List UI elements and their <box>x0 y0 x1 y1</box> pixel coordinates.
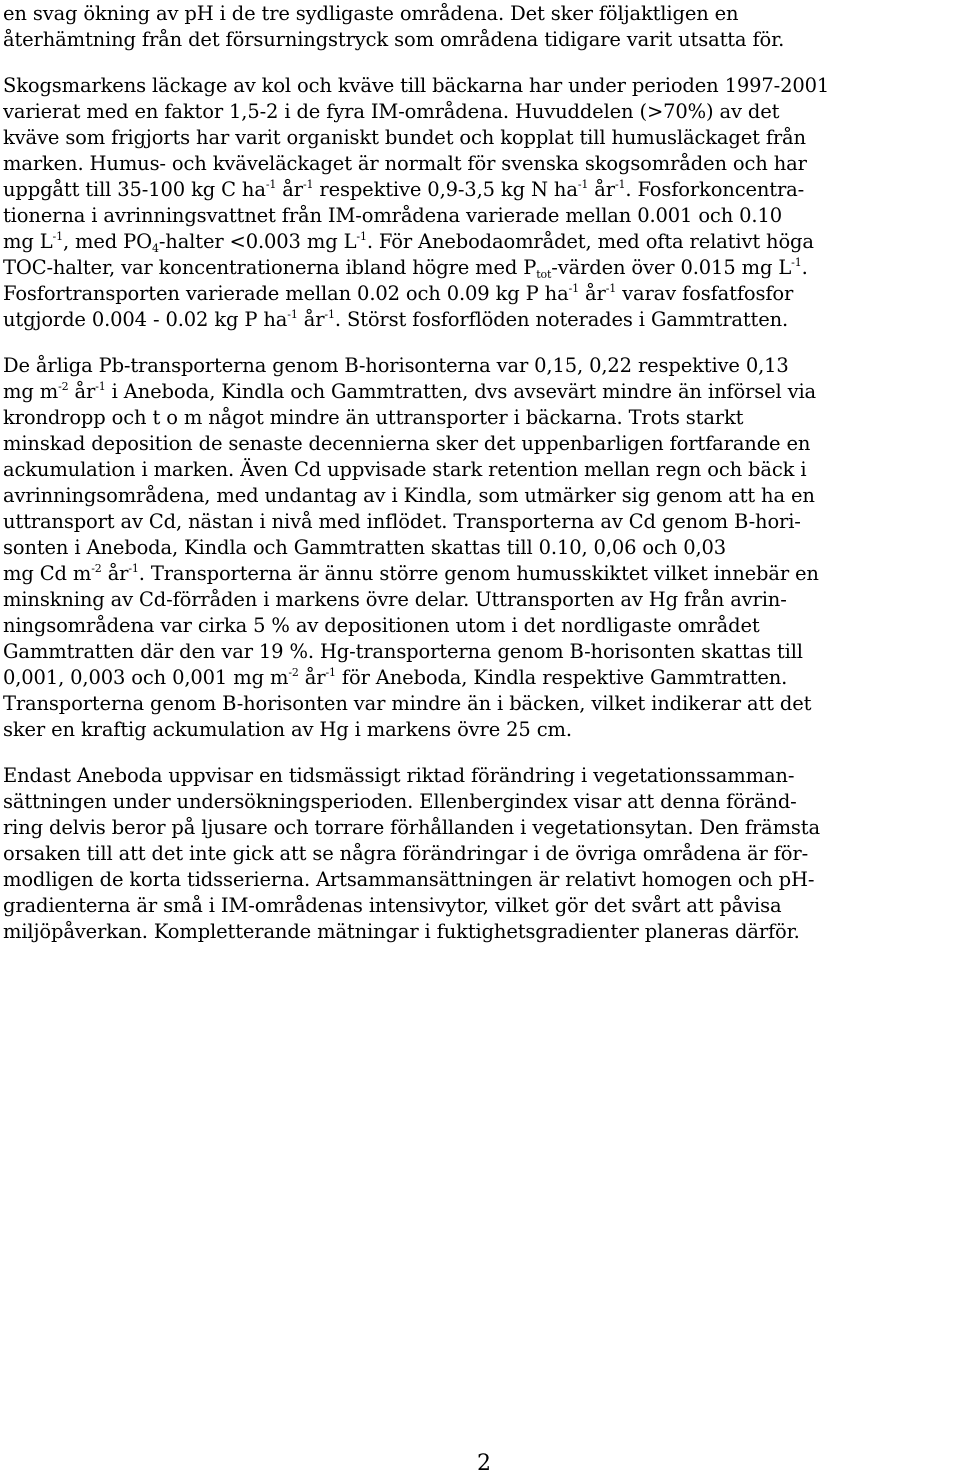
text-line: återhämtning från det försurningstryck som områdena tidigare varit utsatta för. <box>3 28 785 51</box>
text-line: varierat med en faktor 1,5-2 i de fyra IM-områdena. Huvuddelen (>70%) av det <box>3 100 780 123</box>
text-line: sättningen under undersökningsperioden. Ellenbergindex visar att denna föränd- <box>3 790 797 813</box>
text-line: orsaken till att det inte gick att se några förändringar i de övriga områdena är för- <box>3 842 809 865</box>
text-line: avrinningsområdena, med undantag av i Kindla, som utmärker sig genom att ha en <box>3 484 815 507</box>
text-line: minskning av Cd-förråden i markens övre delar. Uttransporten av Hg från avrin- <box>3 588 787 611</box>
text-line: ring delvis beror på ljusare och torrare förhållanden i vegetationsytan. Den främsta <box>3 816 820 839</box>
text-line: De årliga Pb-transporterna genom B-horisonterna var 0,15, 0,22 respektive 0,13 <box>3 354 789 377</box>
text-line: mg $L^{-1}$, med $PO_4$-halter <0.003 mg $L^{-1}$. För Anebodaområdet, med ofta relativt höga <box>3 230 814 255</box>
text-line: kväve som frigjorts har varit organiskt bundet och kopplat till humusläckaget från <box>3 126 806 149</box>
text-line: gradienterna är små i IM-områdenas intensivytor, vilket gör det svårt att påvisa <box>3 894 782 917</box>
text-line: mg Cd $m^{-2}$ $år^{-1}$. Transporterna är ännu större genom humusskiktet vilket innebär en <box>3 562 819 585</box>
text-line: miljöpåverkan. Kompletterande mätningar i fuktighetsgradienter planeras därför. <box>3 920 800 943</box>
text-line: uppgått till 35-100 kg C $ha^{-1}$ $år^{-1}$ respektive 0,9-3,5 kg N $ha^{-1}$ $år^{-1}$. Fosforkoncentra- <box>3 178 805 201</box>
text-line: sker en kraftig ackumulation av Hg i markens övre 25 cm. <box>3 718 572 741</box>
text-line: Fosfortransporten varierade mellan 0.02 och 0.09 kg P $ha^{-1}$ $år^{-1}$ varav fosfatfosfor <box>3 282 794 305</box>
text-line: uttransport av Cd, nästan i nivå med inflödet. Transporterna av Cd genom B-hori- <box>3 510 801 533</box>
text-line: 0,001, 0,003 och 0,001 mg $m^{-2}$ $år^{-1}$ för Aneboda, Kindla respektive Gammtratten. <box>3 666 788 689</box>
text-line: en svag ökning av pH i de tre sydligaste områdena. Det sker följaktligen en <box>3 2 739 25</box>
text-line: krondropp och t o m något mindre än uttransporter i bäckarna. Trots starkt <box>3 406 744 429</box>
text-line: modligen de korta tidsserierna. Artsammansättningen är relativt homogen och pH- <box>3 868 815 891</box>
page-number: 2 <box>477 1451 491 1476</box>
text-line: ningsområdena var cirka 5 % av depositionen utom i det nordligaste området <box>3 614 760 637</box>
text-line: Skogsmarkens läckage av kol och kväve till bäckarna har under perioden 1997-2001 <box>3 74 830 97</box>
text-line: Endast Aneboda uppvisar en tidsmässigt riktad förändring i vegetationssamman- <box>3 764 795 787</box>
text-line: tionerna i avrinningsvattnet från IM-områdena varierade mellan 0.001 och 0.10 <box>3 204 782 227</box>
text-line: mg $m^{-2}$ $år^{-1}$ i Aneboda, Kindla och Gammtratten, dvs avsevärt mindre än införsel via <box>3 380 817 403</box>
text-line: TOC-halter, var koncentrationerna ibland högre med $P_{tot}$-värden över 0.015 mg $L^{-1}$. <box>3 256 808 281</box>
text-line: minskad deposition de senaste decennierna sker det uppenbarligen fortfarande en <box>3 432 811 455</box>
text-line: sonten i Aneboda, Kindla och Gammtratten skattas till 0.10, 0,06 och 0,03 <box>3 536 727 559</box>
text-line: ackumulation i marken. Även Cd uppvisade stark retention mellan regn och bäck i <box>3 458 807 481</box>
text-line: utgjorde 0.004 - 0.02 kg P $ha^{-1}$ $år^{-1}$. Störst fosforflöden noterades i Gammtratten. <box>3 308 789 331</box>
text-line: Transporterna genom B-horisonten var mindre än i bäcken, vilket indikerar att det <box>3 692 812 715</box>
text-line: Gammtratten där den var 19 %. Hg-transporterna genom B-horisonten skattas till <box>3 640 803 663</box>
text-line: marken. Humus- och kväveläckaget är normalt för svenska skogsområden och har <box>3 152 807 175</box>
